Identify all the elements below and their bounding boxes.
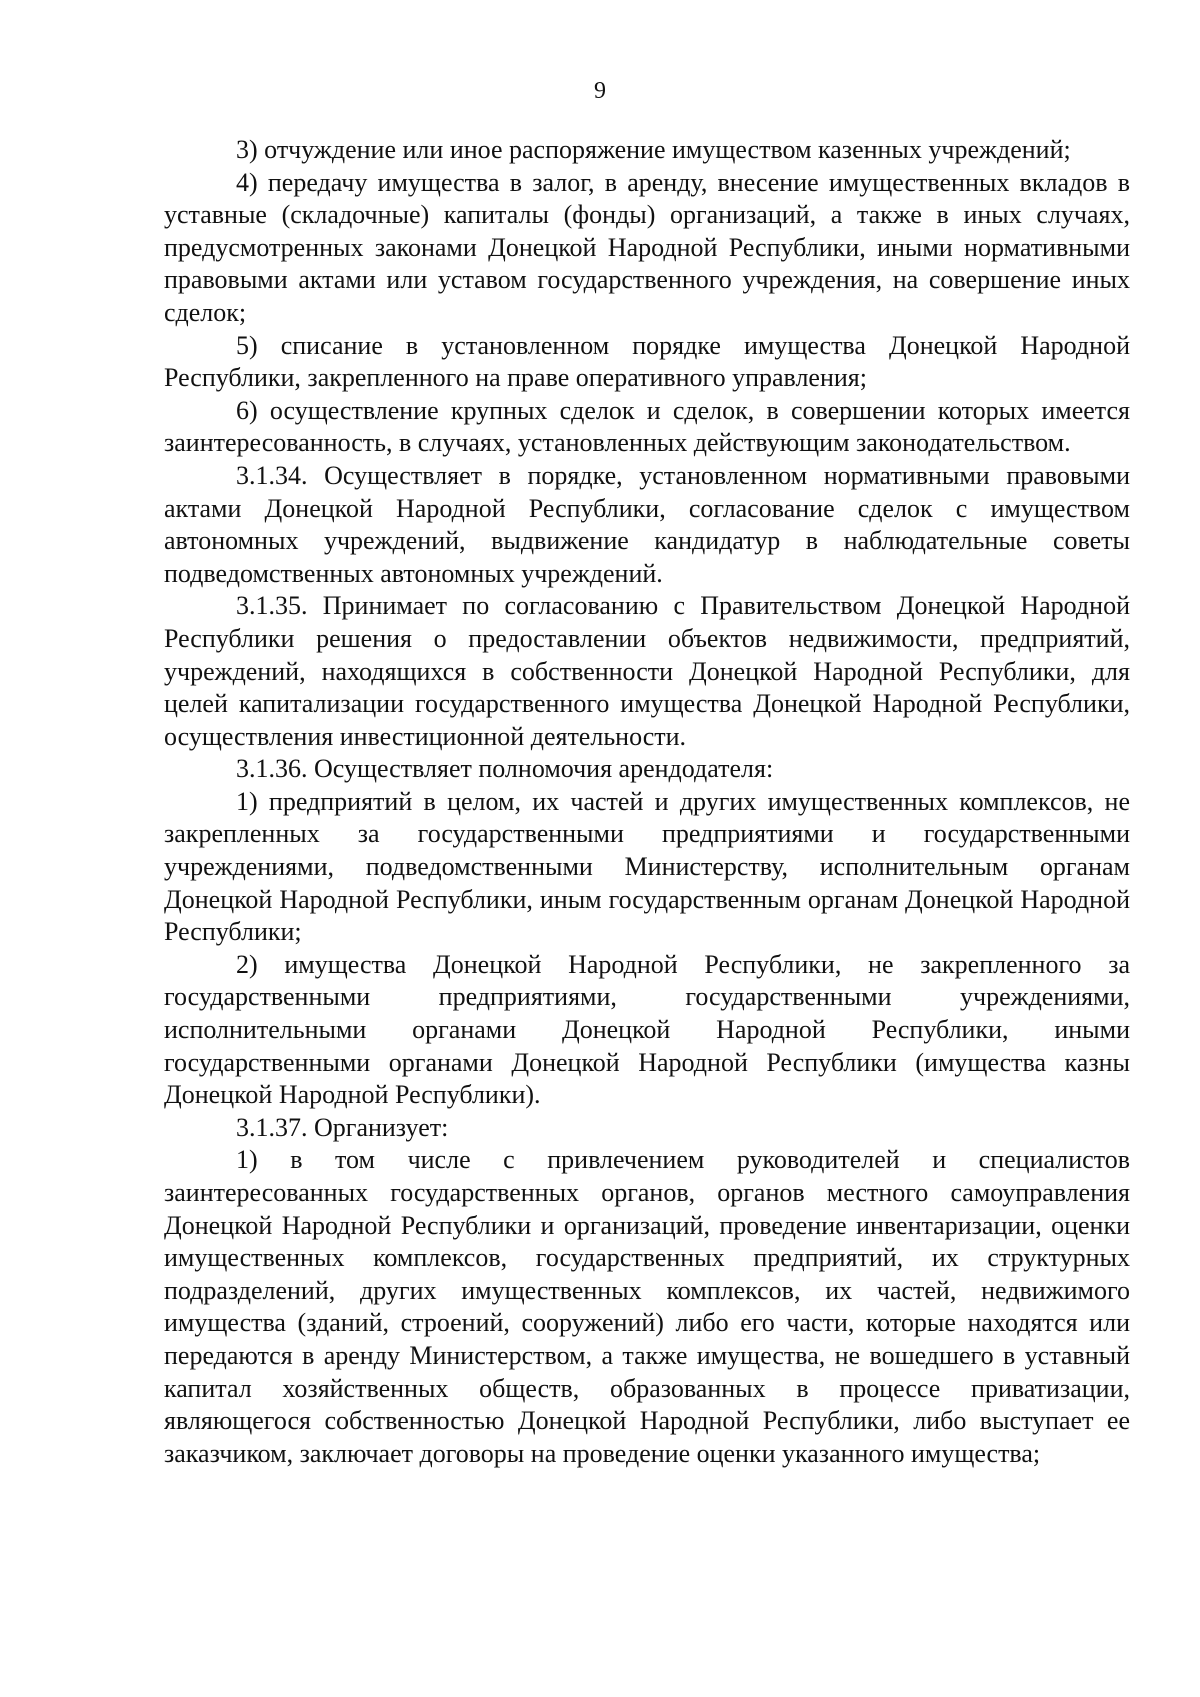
paragraph-item-3: 3) отчуждение или иное распоряжение имуществом казенных учреждений; (236, 135, 1071, 164)
paragraph-3-1-37-item-1: 1) в том числе с привлечением руководителей и специалистов заинтересованных государственных органов, органов местного самоуправления Донецкой Народной Республики и организаций, проведение инвентаризации, оценки имущественных комплексов, государственных предприятий, их структурных подразделений, других имущественных комплексов, их частей, недвижимого имущества (зданий, строений, сооружений) либо его части, которые находятся или передаются в аренду Министерством, а также имущества, не вошедшего в уставный капитал хозяйственных обществ, образованных в процессе приватизации, являющегося собственностью Донецкой Народной Республики, либо выступает ее заказчиком, заключает договоры на проведение оценки указанного имущества; (164, 1145, 1130, 1468)
paragraph-3-1-36-item-1: 1) предприятий в целом, их частей и других имущественных комплексов, не закрепленных за государственными предприятиями и государственными учреждениями, подведомственными Министерству, исполнительным органам Донецкой Народной Республики, иным государственным органам Донецкой Народной Республики; (164, 786, 1130, 947)
document-body (164, 134, 1130, 1470)
paragraph-item-6: 6) осуществление крупных сделок и сделок, в совершении которых имеется заинтересованность, в случаях, установленных действующим законодательством. (164, 395, 1130, 458)
paragraph-3-1-36: 3.1.36. Осуществляет полномочия арендодателя: (236, 754, 774, 784)
paragraph-item-4: 4) передачу имущества в залог, в аренду, внесение имущественных вкладов в уставные (складочные) капиталы (фонды) организаций, а также в иных случаях, предусмотренных законами Донецкой Народной Республики, иными нормативными правовыми актами или уставом государственного учреждения, на совершение иных сделок; (164, 167, 1130, 327)
paragraph-3-1-35: 3.1.35. Принимает по согласованию с Правительством Донецкой Народной Республики решения о предоставлении объектов недвижимости, предприятий, учреждений, находящихся в собственности Донецкой Народной Республики, для целей капитализации государственного имущества Донецкой Народной Республики, осуществления инвестиционной деятельности. (164, 591, 1130, 751)
paragraph-3-1-34: 3.1.34. Осуществляет в порядке, установленном нормативными правовыми актами Донецкой Народной Республики, согласование сделок с имуществом автономных учреждений, выдвижение кандидатур в наблюдательные советы подведомственных автономных учреждений. (164, 460, 1130, 588)
paragraph-3-1-37: 3.1.37. Организует: (236, 1112, 449, 1142)
paragraph-3-1-36-item-2: 2) имущества Донецкой Народной Республики, не закрепленного за государственными предприятиями, государственными учреждениями, исполнительными органами Донецкой Народной Республики, иными государственными органами Донецкой Народной Республики (имущества казны Донецкой Народной Республики). (164, 949, 1130, 1110)
page-number: 9 (594, 78, 606, 104)
paragraph-item-5: 5) списание в установленном порядке имущества Донецкой Народной Республики, закрепленного на праве оперативного управления; (164, 330, 1130, 393)
